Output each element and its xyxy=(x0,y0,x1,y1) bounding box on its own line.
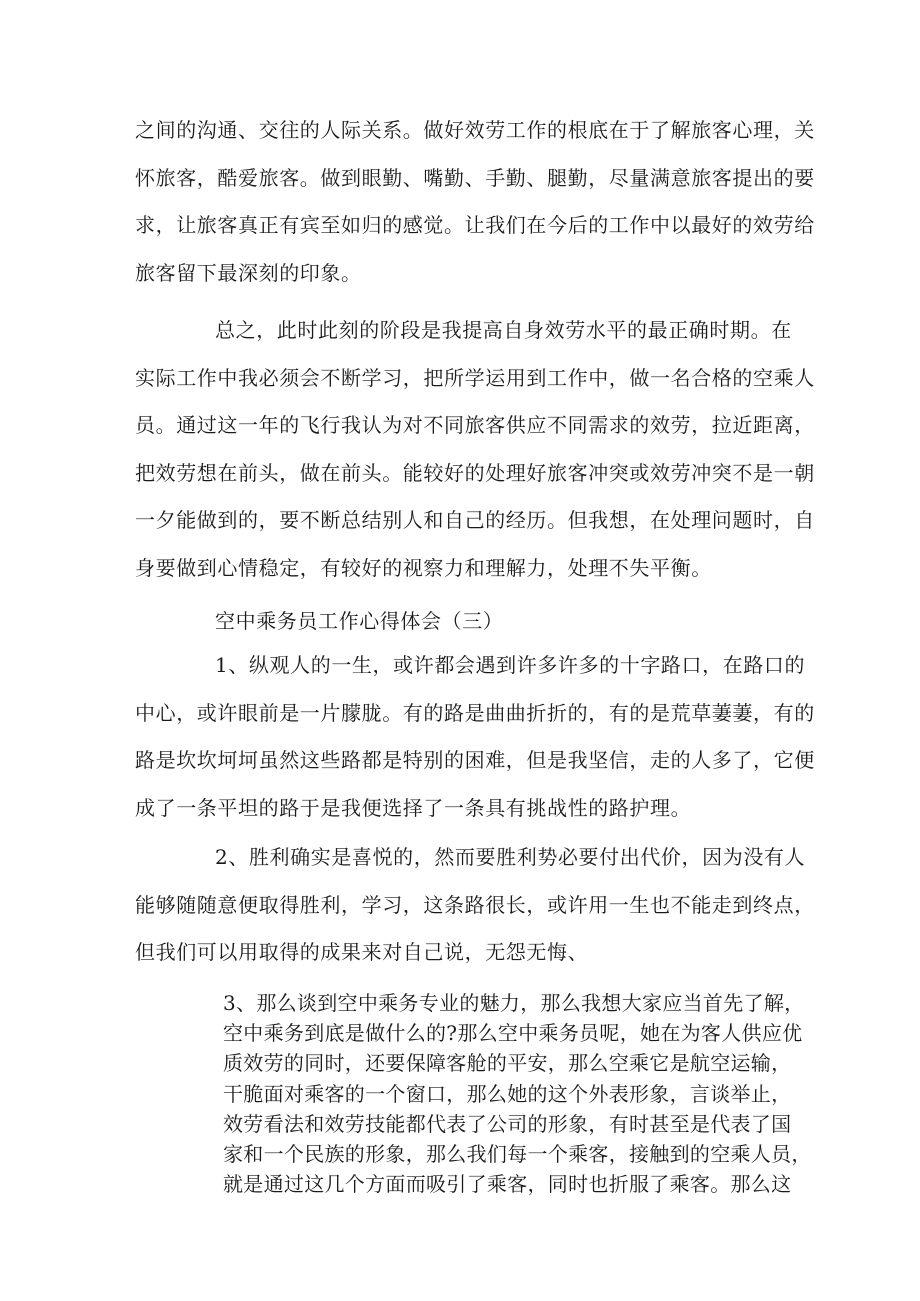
text-line: 效劳看法和效劳技能都代表了公司的形象，有时甚至是代表了国 xyxy=(223,1111,792,1136)
text-line: 怀旅客，酷爱旅客。做到眼勤、嘴勤、手勤、腿勤，尽量满意旅客提出的要 xyxy=(135,165,815,190)
text-line: 家和一个民族的形象，那么我们每一个乘客，接触到的空乘人员， xyxy=(223,1142,812,1167)
text-line: 干脆面对乘客的一个窗口，那么她的这个外表形象，言谈举止， xyxy=(223,1081,792,1106)
text-line: 1、纵观人的一生，或许都会遇到许多许多的十字路口，在路口的 xyxy=(215,653,806,677)
text-line: 员。通过这一年的飞行我认为对不同旅客供应不同需求的效劳，拉近距离， xyxy=(135,413,815,437)
text-line: 2、胜利确实是喜悦的，然而要胜利势必要付出代价，因为没有人 xyxy=(215,845,806,869)
text-line: 中心，或许眼前是一片朦胧。有的路是曲曲折折的，有的是荒草萋萋，有的 xyxy=(135,700,815,725)
text-line: 空中乘务到底是做什么的?那么空中乘务员呢，她在为客人供应优 xyxy=(223,1021,803,1046)
paragraph-5 xyxy=(223,988,813,1199)
text-line: 之间的沟通、交往的人际关系。做好效劳工作的根底在于了解旅客心理，关 xyxy=(135,118,815,142)
text-line: 成了一条平坦的路于是我便选择了一条具有挑战性的路护理。 xyxy=(135,795,692,820)
paragraph-4 xyxy=(135,834,815,977)
text-line: 身要做到心情稳定，有较好的视察力和理解力，处理不失平衡。 xyxy=(135,555,712,580)
text-line: 实际工作中我必须会不断学习，把所学运用到工作中，做一名合格的空乘人 xyxy=(135,365,815,390)
text-line: 一夕能做到的，要不断总结别人和自己的经历。但我想，在处理问题时，自 xyxy=(135,508,815,532)
section-heading: 空中乘务员工作心得体会（三） xyxy=(215,609,504,633)
paragraph-3 xyxy=(135,642,815,832)
text-line: 就是通过这几个方面而吸引了乘客，同时也折服了乘客。那么这 xyxy=(223,1172,792,1197)
text-line: 总之，此时此刻的阶段是我提高自身效劳水平的最正确时期。在 xyxy=(215,318,792,342)
text-line: 求，让旅客真正有宾至如归的感觉。让我们在今后的工作中以最好的效劳给 xyxy=(135,213,815,237)
text-line: 3、那么谈到空中乘务专业的魅力，那么我想大家应当首先了解， xyxy=(223,991,805,1015)
text-line: 路是坎坎坷坷虽然这些路都是特别的困难，但是我坚信，走的人多了，它便 xyxy=(135,748,815,772)
text-line: 能够随随意便取得胜利，学习，这条路很长，或许用一生也不能走到终点， xyxy=(135,892,815,917)
text-line: 但我们可以用取得的成果来对自己说，无怨无悔、 xyxy=(135,940,589,964)
paragraph-1 xyxy=(135,107,815,297)
text-line: 把效劳想在前头，做在前头。能较好的处理好旅客冲突或效劳冲突不是一朝 xyxy=(135,460,815,485)
paragraph-2 xyxy=(135,307,815,592)
text-line: 旅客留下最深刻的印象。 xyxy=(135,260,362,285)
text-line: 质效劳的同时，还要保障客舱的平安，那么空乘它是航空运输， xyxy=(223,1051,792,1076)
